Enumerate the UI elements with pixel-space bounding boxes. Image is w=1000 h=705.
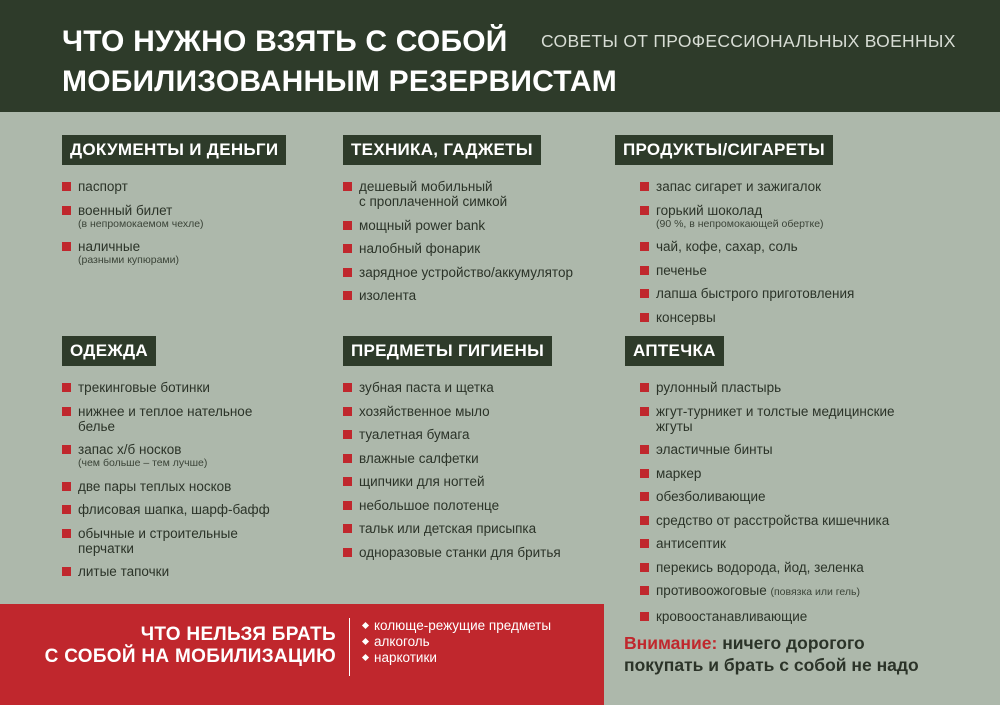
red-square-bullet-icon bbox=[62, 567, 71, 576]
list-item: щипчики для ногтей bbox=[343, 474, 561, 489]
list-item: запас сигарет и зажигалок bbox=[640, 179, 854, 194]
diamond-bullet-icon bbox=[362, 622, 369, 629]
red-square-bullet-icon bbox=[640, 266, 649, 275]
red-square-bullet-icon bbox=[62, 383, 71, 392]
list-item: трекинговые ботинки bbox=[62, 380, 270, 395]
list-item: антисептик bbox=[640, 536, 895, 551]
section-food bbox=[615, 135, 854, 333]
forbidden-panel bbox=[0, 604, 604, 705]
red-square-bullet-icon bbox=[640, 586, 649, 595]
list-item: зарядное устройство/аккумулятор bbox=[343, 265, 573, 280]
divider bbox=[349, 618, 350, 676]
red-square-bullet-icon bbox=[343, 548, 352, 557]
red-square-bullet-icon bbox=[343, 524, 352, 533]
list-item: туалетная бумага bbox=[343, 427, 561, 442]
list-item: средство от расстройства кишечника bbox=[640, 513, 895, 528]
diamond-bullet-icon bbox=[362, 638, 369, 645]
red-square-bullet-icon bbox=[640, 492, 649, 501]
warning-text-line-1: ничего дорогого bbox=[722, 633, 865, 653]
list-item: наличные (разными купюрами) bbox=[62, 239, 286, 267]
section-title: ПРЕДМЕТЫ ГИГИЕНЫ bbox=[343, 336, 552, 366]
red-square-bullet-icon bbox=[62, 206, 71, 215]
list-item: обезболивающие bbox=[640, 489, 895, 504]
section-title: ПРОДУКТЫ/СИГАРЕТЫ bbox=[615, 135, 833, 165]
section-title: ДОКУМЕНТЫ И ДЕНЬГИ bbox=[62, 135, 286, 165]
forbidden-title bbox=[45, 624, 336, 668]
warning-label: Внимание: bbox=[624, 633, 718, 653]
list-item: литые тапочки bbox=[62, 564, 270, 579]
list-item: кровоостанавливающие bbox=[640, 609, 895, 624]
list-item: одноразовые станки для бритья bbox=[343, 545, 561, 560]
list-item: военный билет (в непромокаемом чехле) bbox=[62, 203, 286, 231]
red-square-bullet-icon bbox=[343, 407, 352, 416]
red-square-bullet-icon bbox=[640, 182, 649, 191]
title-line-2: МОБИЛИЗОВАННЫМ РЕЗЕРВИСТАМ bbox=[62, 65, 617, 98]
red-square-bullet-icon bbox=[62, 445, 71, 454]
red-square-bullet-icon bbox=[640, 469, 649, 478]
red-square-bullet-icon bbox=[62, 482, 71, 491]
list-item: противоожоговые (повязка или гель) bbox=[640, 583, 895, 600]
item-list bbox=[343, 179, 573, 303]
section-hygiene bbox=[343, 336, 561, 568]
diamond-bullet-icon bbox=[362, 654, 369, 661]
list-item: обычные и строительные перчатки bbox=[62, 526, 270, 556]
list-item: две пары теплых носков bbox=[62, 479, 270, 494]
list-item: паспорт bbox=[62, 179, 286, 194]
red-square-bullet-icon bbox=[640, 407, 649, 416]
list-item: зубная паста и щетка bbox=[343, 380, 561, 395]
section-title: АПТЕЧКА bbox=[625, 336, 724, 366]
red-square-bullet-icon bbox=[343, 501, 352, 510]
list-item: консервы bbox=[640, 310, 854, 325]
item-note: (разными купюрами) bbox=[78, 254, 180, 266]
title-line-1: ЧТО НУЖНО ВЗЯТЬ С СОБОЙ bbox=[62, 25, 508, 58]
warning-note bbox=[624, 632, 919, 676]
list-item: перекись водорода, йод, зеленка bbox=[640, 560, 895, 575]
red-square-bullet-icon bbox=[343, 268, 352, 277]
red-square-bullet-icon bbox=[640, 445, 649, 454]
red-square-bullet-icon bbox=[640, 516, 649, 525]
red-square-bullet-icon bbox=[343, 221, 352, 230]
item-list bbox=[343, 380, 561, 560]
header-bar bbox=[0, 0, 1000, 112]
item-list bbox=[640, 179, 854, 325]
item-note: (повязка или гель) bbox=[770, 586, 860, 598]
list-item: запас х/б носков (чем больше – тем лучше) bbox=[62, 442, 270, 470]
list-item: маркер bbox=[640, 466, 895, 481]
red-square-bullet-icon bbox=[343, 430, 352, 439]
section-medkit bbox=[625, 336, 895, 632]
item-note: (чем больше – тем лучше) bbox=[78, 457, 208, 469]
forbidden-item: алкоголь bbox=[362, 634, 551, 650]
list-item: лапша быстрого приготовления bbox=[640, 286, 854, 301]
list-item: нижнее и теплое нательное белье bbox=[62, 404, 270, 434]
red-square-bullet-icon bbox=[640, 289, 649, 298]
red-square-bullet-icon bbox=[640, 383, 649, 392]
section-tech bbox=[343, 135, 573, 312]
page-title bbox=[62, 22, 617, 102]
red-square-bullet-icon bbox=[62, 505, 71, 514]
warning-text-line-2: покупать и брать с собой не надо bbox=[624, 655, 919, 675]
section-documents bbox=[62, 135, 286, 276]
red-square-bullet-icon bbox=[343, 477, 352, 486]
red-square-bullet-icon bbox=[343, 454, 352, 463]
red-square-bullet-icon bbox=[343, 244, 352, 253]
item-list bbox=[62, 179, 286, 267]
red-square-bullet-icon bbox=[640, 313, 649, 322]
list-item: рулонный пластырь bbox=[640, 380, 895, 395]
item-list bbox=[62, 380, 270, 579]
list-item: печенье bbox=[640, 263, 854, 278]
red-square-bullet-icon bbox=[343, 383, 352, 392]
list-item: хозяйственное мыло bbox=[343, 404, 561, 419]
list-item: флисовая шапка, шарф-бафф bbox=[62, 502, 270, 517]
red-square-bullet-icon bbox=[62, 407, 71, 416]
red-square-bullet-icon bbox=[62, 529, 71, 538]
red-square-bullet-icon bbox=[640, 242, 649, 251]
list-item: горький шоколад (90 %, в непромокающей обертке) bbox=[640, 203, 854, 231]
section-title: ОДЕЖДА bbox=[62, 336, 156, 366]
list-item: чай, кофе, сахар, соль bbox=[640, 239, 854, 254]
section-clothing bbox=[62, 336, 270, 588]
list-item: тальк или детская присыпка bbox=[343, 521, 561, 536]
red-square-bullet-icon bbox=[62, 182, 71, 191]
item-note: (в непромокаемом чехле) bbox=[78, 217, 204, 230]
page-subtitle: СОВЕТЫ ОТ ПРОФЕССИОНАЛЬНЫХ ВОЕННЫХ bbox=[541, 31, 956, 51]
list-item: небольшое полотенце bbox=[343, 498, 561, 513]
red-square-bullet-icon bbox=[640, 563, 649, 572]
red-square-bullet-icon bbox=[343, 291, 352, 300]
forbidden-title-line-1: ЧТО НЕЛЬЗЯ БРАТЬ bbox=[140, 624, 336, 645]
section-title: ТЕХНИКА, ГАДЖЕТЫ bbox=[343, 135, 541, 165]
red-square-bullet-icon bbox=[640, 206, 649, 215]
item-list bbox=[640, 380, 895, 624]
item-note: (90 %, в непромокающей обертке) bbox=[656, 217, 824, 230]
list-item: жгут-турникет и толстые медицинские жгуты bbox=[640, 404, 895, 434]
red-square-bullet-icon bbox=[343, 182, 352, 191]
forbidden-item: колюще-режущие предметы bbox=[362, 618, 551, 634]
forbidden-title-line-2: С СОБОЙ НА МОБИЛИЗАЦИЮ bbox=[44, 646, 336, 667]
list-item: налобный фонарик bbox=[343, 241, 573, 256]
red-square-bullet-icon bbox=[640, 539, 649, 548]
list-item: влажные салфетки bbox=[343, 451, 561, 466]
list-item: эластичные бинты bbox=[640, 442, 895, 457]
red-square-bullet-icon bbox=[62, 242, 71, 251]
forbidden-list bbox=[362, 618, 551, 666]
list-item: мощный power bank bbox=[343, 218, 573, 233]
list-item: изолента bbox=[343, 288, 573, 303]
forbidden-item: наркотики bbox=[362, 650, 551, 666]
red-square-bullet-icon bbox=[640, 612, 649, 621]
list-item: дешевый мобильный с проплаченной симкой bbox=[343, 179, 573, 209]
